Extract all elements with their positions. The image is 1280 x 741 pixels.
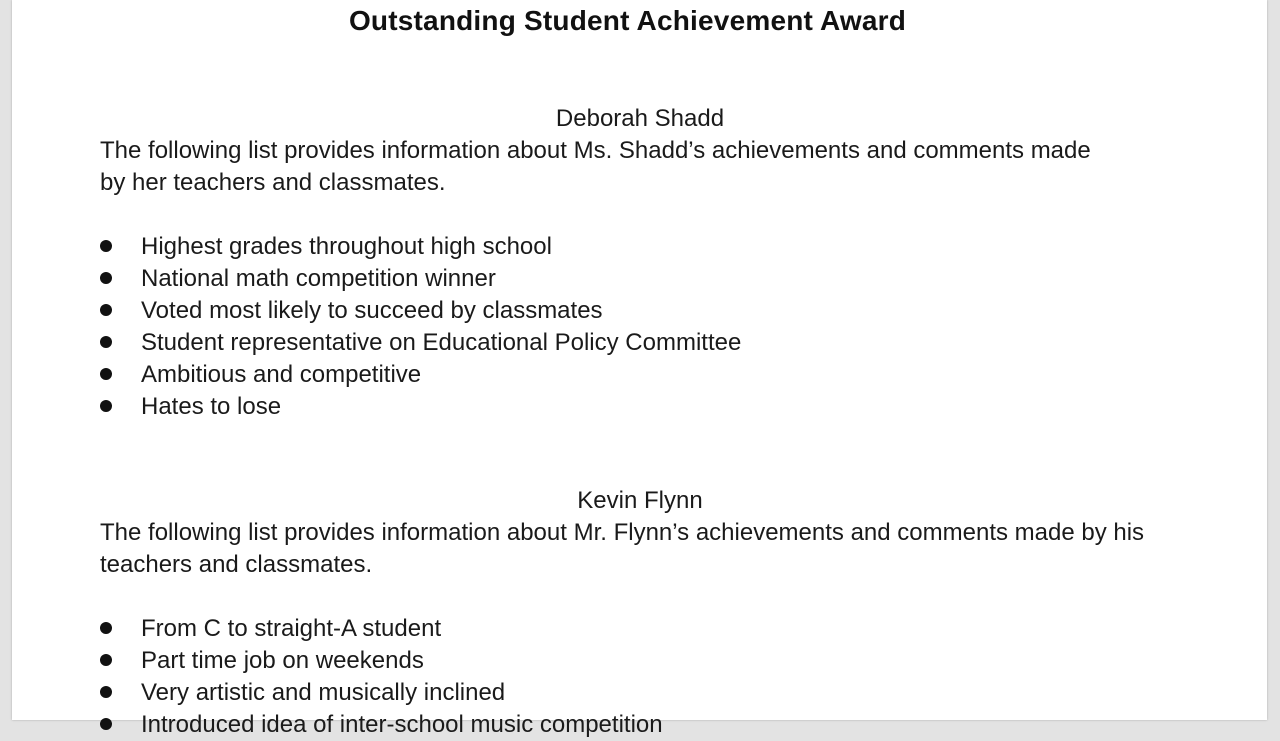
list-item	[100, 231, 1180, 263]
bullet-icon	[100, 622, 112, 634]
list-item	[100, 295, 1180, 327]
list-item	[100, 613, 1180, 645]
bullet-icon	[100, 654, 112, 666]
achievement-list	[100, 613, 1180, 741]
student-section-flynn	[100, 485, 1180, 741]
list-item-text: Voted most likely to succeed by classmates	[141, 297, 603, 324]
bullet-icon	[100, 718, 112, 730]
student-name: Deborah Shadd	[555, 105, 725, 132]
list-item-text: Very artistic and musically inclined	[141, 679, 506, 706]
bullet-icon	[100, 304, 112, 316]
list-item	[100, 263, 1180, 295]
student-name: Kevin Flynn	[577, 487, 703, 514]
list-item	[100, 677, 1180, 709]
list-item	[100, 709, 1180, 741]
list-item	[100, 645, 1180, 677]
list-item-text: Hates to lose	[141, 393, 282, 420]
student-intro: The following list provides information about Ms. Shadd’s achievements and comments made by her teachers and classmates.	[100, 137, 1091, 196]
bullet-icon	[100, 336, 112, 348]
list-item	[100, 359, 1180, 391]
bullet-icon	[100, 368, 112, 380]
bullet-icon	[100, 686, 112, 698]
document-page	[12, 0, 1267, 738]
student-intro: The following list provides information about Mr. Flynn’s achievements and comments made by his teachers and classmates.	[100, 519, 1145, 578]
bullet-icon	[100, 400, 112, 412]
list-item-text: Highest grades throughout high school	[141, 233, 552, 260]
student-section-shadd	[100, 103, 1180, 423]
list-item	[100, 391, 1180, 423]
document-title: Outstanding Student Achievement Award	[348, 5, 907, 36]
list-item-text: Student representative on Educational Policy Committee	[141, 329, 742, 356]
list-item-text: Introduced idea of inter-school music competition	[141, 711, 663, 738]
list-item-text: Ambitious and competitive	[141, 361, 422, 388]
list-item-text: From C to straight-A student	[141, 615, 442, 642]
list-item-text: Part time job on weekends	[141, 647, 424, 674]
list-item	[100, 327, 1180, 359]
list-item-text: National math competition winner	[141, 265, 496, 292]
bullet-icon	[100, 240, 112, 252]
achievement-list	[100, 231, 1180, 423]
bullet-icon	[100, 272, 112, 284]
